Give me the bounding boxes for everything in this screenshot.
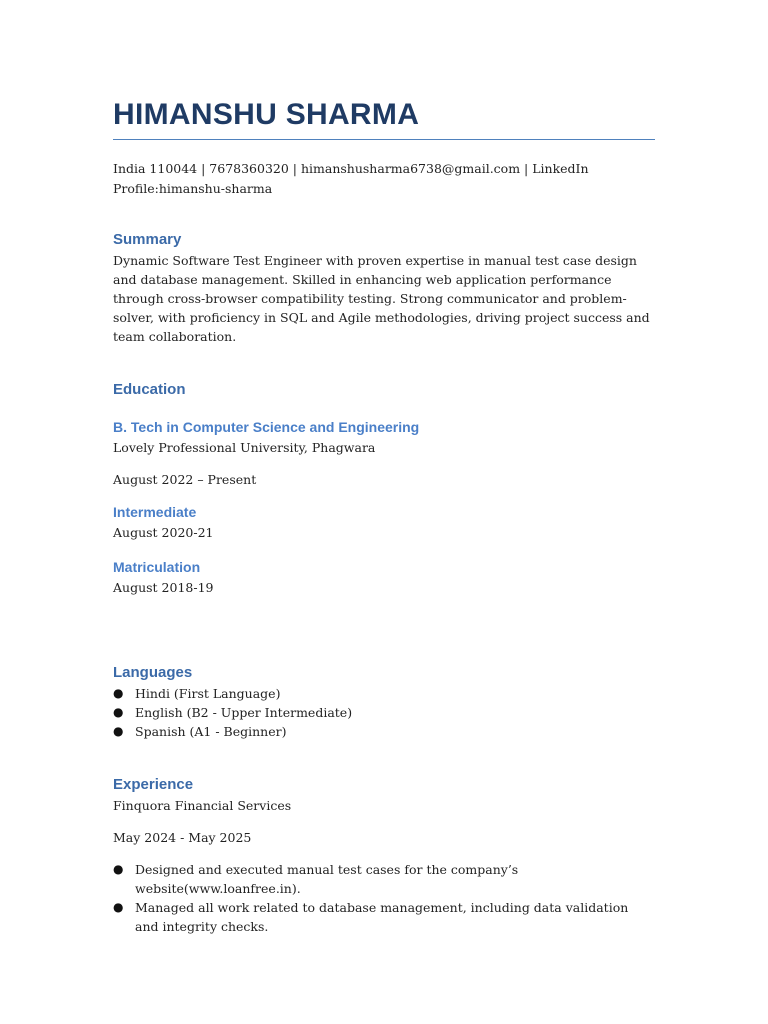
- education-institution: Lovely Professional University, Phagwara: [113, 440, 376, 455]
- experience-dates: May 2024 - May 2025: [113, 830, 252, 845]
- list-item: [113, 898, 655, 936]
- summary-heading: Summary: [113, 231, 182, 248]
- languages-list: [113, 684, 655, 741]
- candidate-name: HIMANSHU SHARMA: [113, 98, 420, 131]
- bullet-icon: ●: [113, 724, 124, 738]
- experience-bullet: Managed all work related to database management, including data validation and integrity checks.: [135, 900, 629, 934]
- header-divider: [113, 139, 655, 140]
- experience-company: Finquora Financial Services: [113, 798, 292, 813]
- bullet-icon: ●: [113, 862, 124, 876]
- experience-list: [113, 860, 655, 936]
- education-degree: Matriculation: [113, 559, 201, 575]
- education-degree: Intermediate: [113, 504, 197, 520]
- bullet-icon: ●: [113, 705, 124, 719]
- profile-line: Profile:himanshu-sharma: [113, 180, 273, 196]
- language-item: Spanish (A1 - Beginner): [135, 724, 287, 739]
- contact-line: India 110044 | 7678360320 | himanshusharma6738@gmail.com | LinkedIn: [113, 161, 589, 176]
- list-item: [113, 684, 655, 703]
- list-item: [113, 722, 655, 741]
- education-dates: August 2020-21: [113, 525, 214, 540]
- summary-text: Dynamic Software Test Engineer with proven expertise in manual test case design and database management. Skilled in enhancing web application performance through cross-browser compatibility testing. Strong communicator and problem-solver, with proficiency in SQL and Agile methodologies, driving project success and team collaboration.: [113, 253, 650, 344]
- language-item: English (B2 - Upper Intermediate): [135, 705, 353, 720]
- resume-content: [113, 95, 655, 936]
- list-item: [113, 703, 655, 722]
- bullet-icon: ●: [113, 686, 124, 700]
- experience-heading: Experience: [113, 776, 194, 793]
- language-item: Hindi (First Language): [135, 686, 281, 701]
- education-dates: August 2018-19: [113, 580, 214, 595]
- education-degree: B. Tech in Computer Science and Engineering: [113, 419, 420, 435]
- experience-bullet: Designed and executed manual test cases for the company’s website(www.loanfree.in).: [135, 862, 519, 896]
- contact-block: [113, 159, 655, 198]
- education-heading: Education: [113, 381, 186, 398]
- education-dates: August 2022 – Present: [113, 472, 257, 487]
- bullet-icon: ●: [113, 900, 124, 914]
- languages-heading: Languages: [113, 664, 193, 681]
- list-item: [113, 860, 655, 898]
